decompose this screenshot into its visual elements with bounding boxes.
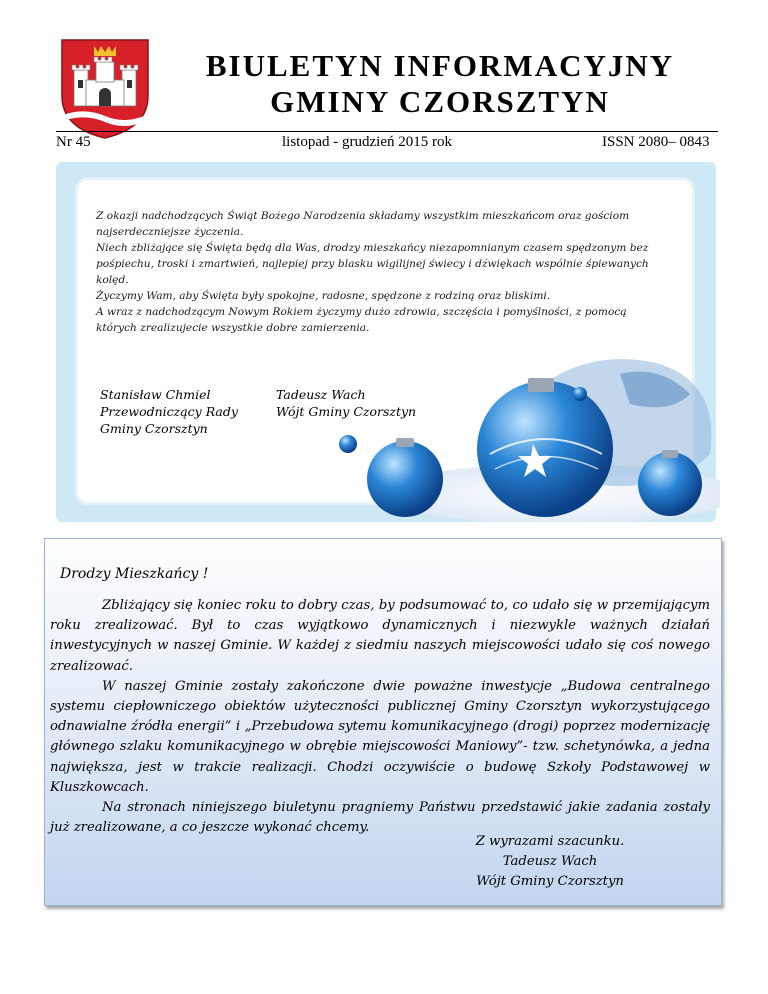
signature-chairman [100, 386, 238, 437]
letter-greeting: Drodzy Mieszkańcy ! [60, 566, 209, 582]
letter-body [50, 596, 710, 838]
card-line: Z okazji nadchodzących Świąt Bożego Narodzenia składamy wszystkim mieszkańcom oraz gościom najserdeczniejsze życzenia. [96, 210, 630, 238]
card-greeting-text [96, 208, 666, 336]
closing-line: Wójt Gminy Czorsztyn [476, 874, 624, 889]
title-line-1: BIULETYN INFORMACYJNY [205, 48, 675, 83]
card-line: A wraz z nadchodzącym Nowym Rokiem życzymy dużo zdrowia, szczęścia i pomyślności, z pomocą których zrealizujecie wszystkie dobre zamierzenia. [96, 306, 627, 334]
issue-number: Nr 45 [56, 134, 91, 150]
letter-paragraph: W naszej Gminie zostały zakończone dwie poważne inwestycje „Budowa centralnego systemu ciepłowniczego obiektów użyteczności publicznej Gminy Czorsztyn wykorzystującego odnawialne źródła energii” i „Przebudowa sytemu komunikacyjnego (drogi) poprzez modernizację głównego szlaku komunikacyjnego w obrębie miejscowości Maniowy”- tzw. schetynówka, a jedna największa, jest w trakcie realizacji. Chodzi oczywiście o budowę Szkoły Podstawowej w Kluszkowcach. [50, 678, 710, 795]
card-line: Niech zbliżające się Święta będą dla Was, drodzy mieszkańcy niezapomnianym czasem spędzonym bez pośpiechu, troski i zmartwień, najlepiej przy blasku wigilijnej świecy i dźwiękach wspólnie śpiewanych kolęd. [96, 242, 649, 286]
title-line-2: GMINY CZORSZTYN [270, 84, 610, 119]
letter-paragraph: Zbliżający się koniec roku to dobry czas, by podsumować to, co udało się w przemijającym roku zrealizować. Był to czas wyjątkowo dynamicznych i niezwykle ważnych działań inwestycyjnych w naszej Gminie. W każdej z siedmiu naszych miejscowości udało się coś nowego zrealizować. [50, 598, 710, 674]
signature-line: Przewodniczący Rady [100, 404, 238, 419]
card-line: Życzymy Wam, aby Święta były spokojne, radosne, spędzone z rodziną oraz bliskimi. [96, 290, 551, 302]
letter-closing [430, 832, 670, 892]
signature-line: Gminy Czorsztyn [100, 421, 208, 436]
header-rule [56, 131, 718, 132]
issn-number: ISSN 2080– 0843 [602, 134, 710, 150]
christmas-ornaments-image [330, 344, 720, 522]
bulletin-title [160, 48, 720, 120]
signature-line: Stanisław Chmiel [100, 387, 211, 402]
closing-line: Tadeusz Wach [502, 854, 598, 869]
signature-line: Tadeusz Wach [276, 387, 366, 402]
signature-line: Wójt Gminy Czorsztyn [276, 404, 417, 419]
issue-date: listopad - grudzień 2015 rok [282, 134, 452, 150]
coat-of-arms-logo [56, 36, 154, 140]
closing-line: Z wyrazami szacunku. [475, 834, 625, 849]
signature-mayor [276, 386, 416, 420]
letter-paragraph: Na stronach niniejszego biuletynu pragniemy Państwu przedstawić jakie zadania zostały już zrealizowane, a co jeszcze wykonać chcemy. [50, 800, 710, 836]
